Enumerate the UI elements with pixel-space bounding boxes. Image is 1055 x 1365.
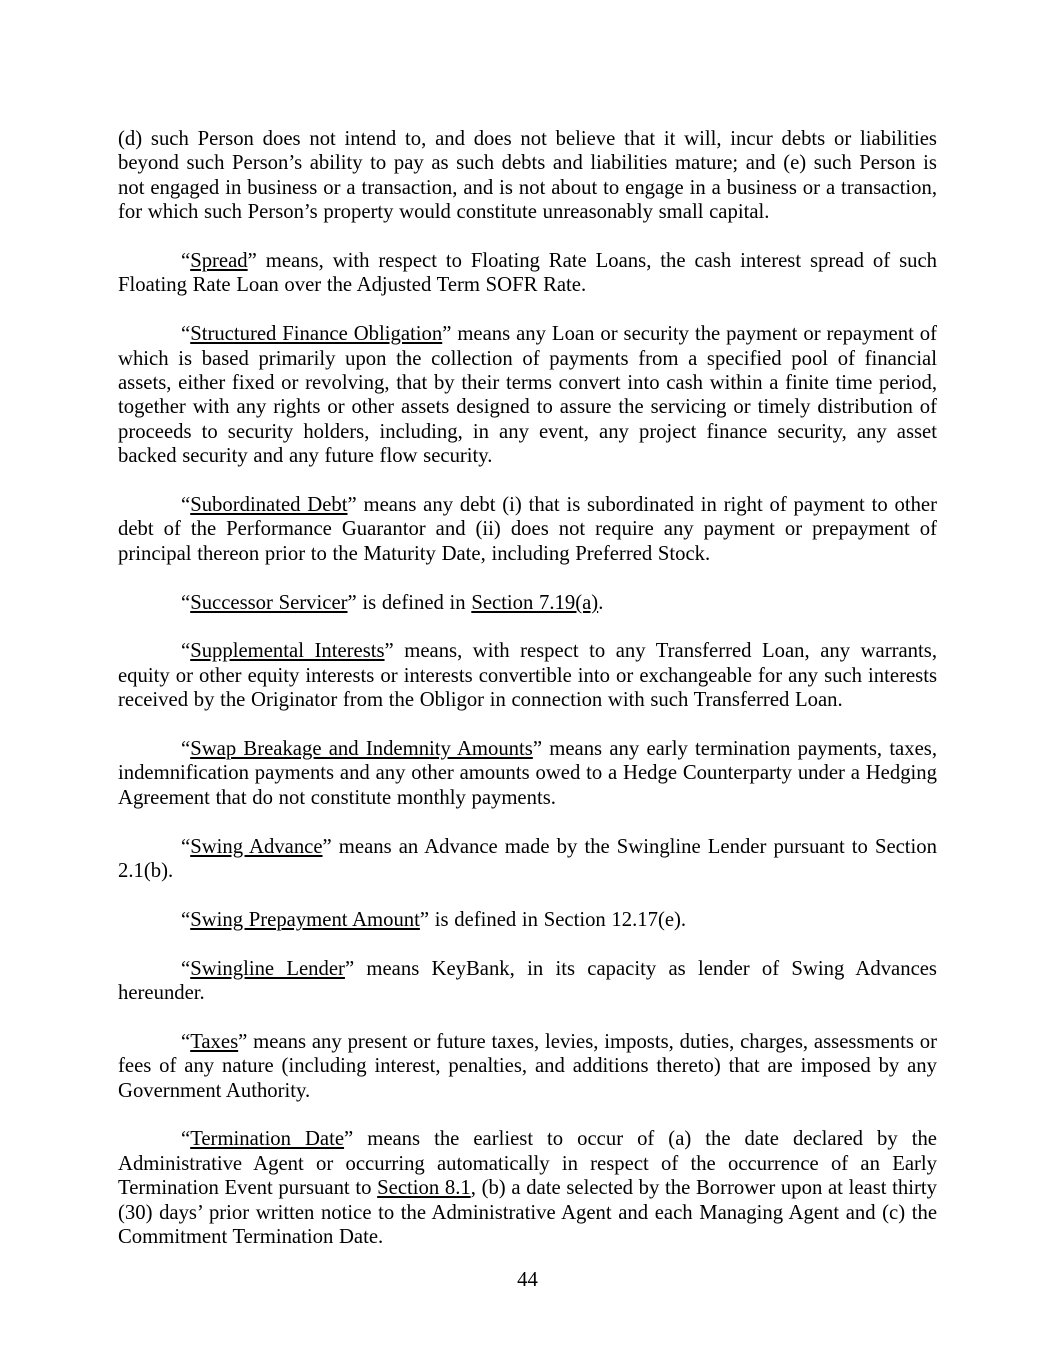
text-segment: ” means KeyBank, in its capacity as lender of Swing Advances hereunder. (118, 957, 937, 1005)
paragraph (118, 639, 937, 712)
defined-term: Section 7.19(a) (471, 591, 599, 614)
text-segment: ” means an Advance made by the Swingline Lender pursuant to Section 2.1(b). (118, 835, 937, 883)
document-body (118, 127, 937, 1274)
text-segment: ” is defined in (347, 591, 472, 614)
text-segment: , (b) a date selected by the Borrower upon at least thirty (30) days’ prior written notice to the Administrative Agent and each Managing Agent and (c) the Commitment Termination Date. (118, 1177, 937, 1249)
defined-term: Swingline Lender (190, 957, 345, 980)
paragraph (118, 957, 937, 1006)
defined-term: Swap Breakage and Indemnity Amounts (190, 738, 533, 761)
text-segment: ” means any early termination payments, taxes, indemnification payments and any other amounts owed to a Hedge Counterparty under a Hedging Agreement that do not constitute monthly payments. (118, 738, 937, 809)
defined-term: Swing Advance (190, 835, 323, 858)
page-number: 44 (517, 1269, 538, 1291)
text-segment: “ (181, 1030, 191, 1053)
paragraph (118, 591, 937, 615)
defined-term: Section 8.1 (377, 1177, 471, 1200)
text-segment: “ (181, 591, 191, 614)
paragraph (118, 737, 937, 810)
paragraph (118, 249, 937, 298)
defined-term: Supplemental Interests (190, 640, 385, 663)
text-segment: “ (181, 738, 191, 761)
paragraph (118, 493, 937, 566)
text-segment: ” means any Loan or security the payment or repayment of which is based primarily upon the collection of payments from a specified pool of financial assets, either fixed or revolving, that by their terms convert into cash within a finite time period, together with any rights or other assets designed to assure the servicing or timely distribution of proceeds to security holders, including, in any event, any project finance security, any asset backed security and any future flow security. (118, 323, 937, 468)
text-segment: “ (181, 835, 191, 858)
text-segment: ” means any present or future taxes, levies, imposts, duties, charges, assessments or fees of any nature (including interest, penalties, and additions thereto) that are imposed by any Government Authority. (118, 1030, 937, 1102)
defined-term: Successor Servicer (190, 591, 348, 614)
text-segment: “ (181, 640, 191, 663)
paragraph (118, 1127, 937, 1249)
text-segment: “ (181, 494, 191, 517)
text-segment: ” means, with respect to any Transferred Loan, any warrants, equity or other equity interests or interests convertible into or exchangeable for any such interests received by the Originator from the Obligor in connection with such Transferred Loan. (118, 640, 937, 712)
text-segment: “ (181, 250, 191, 273)
text-segment: “ (181, 323, 191, 346)
text-segment: ” is defined in Section 12.17(e). (419, 908, 687, 931)
paragraph (118, 908, 937, 932)
text-segment: “ (181, 957, 191, 980)
defined-term: Spread (190, 250, 248, 273)
text-segment: “ (181, 908, 191, 931)
paragraph (118, 127, 937, 225)
text-segment: ” means, with respect to Floating Rate Loans, the cash interest spread of such Floating Rate Loan over the Adjusted Term SOFR Rate. (118, 250, 937, 297)
text-segment: ” means any debt (i) that is subordinated in right of payment to other debt of the Performance Guarantor and (ii) does not require any payment or prepayment of principal thereon prior to the Maturity Date, including Preferred Stock. (118, 494, 937, 565)
text-segment: “ (181, 1128, 191, 1151)
defined-term: Structured Finance Obligation (190, 323, 443, 346)
text-segment: ” means the earliest to occur of (a) the date declared by the Administrative Agent or occurring automatically in respect of the occurrence of an Early Termination Event pursuant to (118, 1128, 937, 1200)
text-segment: . (598, 591, 604, 614)
paragraph (118, 1030, 937, 1103)
defined-term: Termination Date (190, 1128, 345, 1151)
paragraph (118, 322, 937, 468)
text-segment: (d) such Person does not intend to, and does not believe that it will, incur debts or liabilities beyond such Person’s ability to pay as such debts and liabilities mature; and (e) such Person is not engaged in business or a transaction, and is not about to engage in a business or a transaction, for which such Person’s property would constitute unreasonably small capital. (118, 128, 937, 224)
defined-term: Swing Prepayment Amount (190, 908, 420, 931)
defined-term: Subordinated Debt (190, 494, 348, 517)
defined-term: Taxes (190, 1030, 239, 1053)
paragraph (118, 835, 937, 884)
